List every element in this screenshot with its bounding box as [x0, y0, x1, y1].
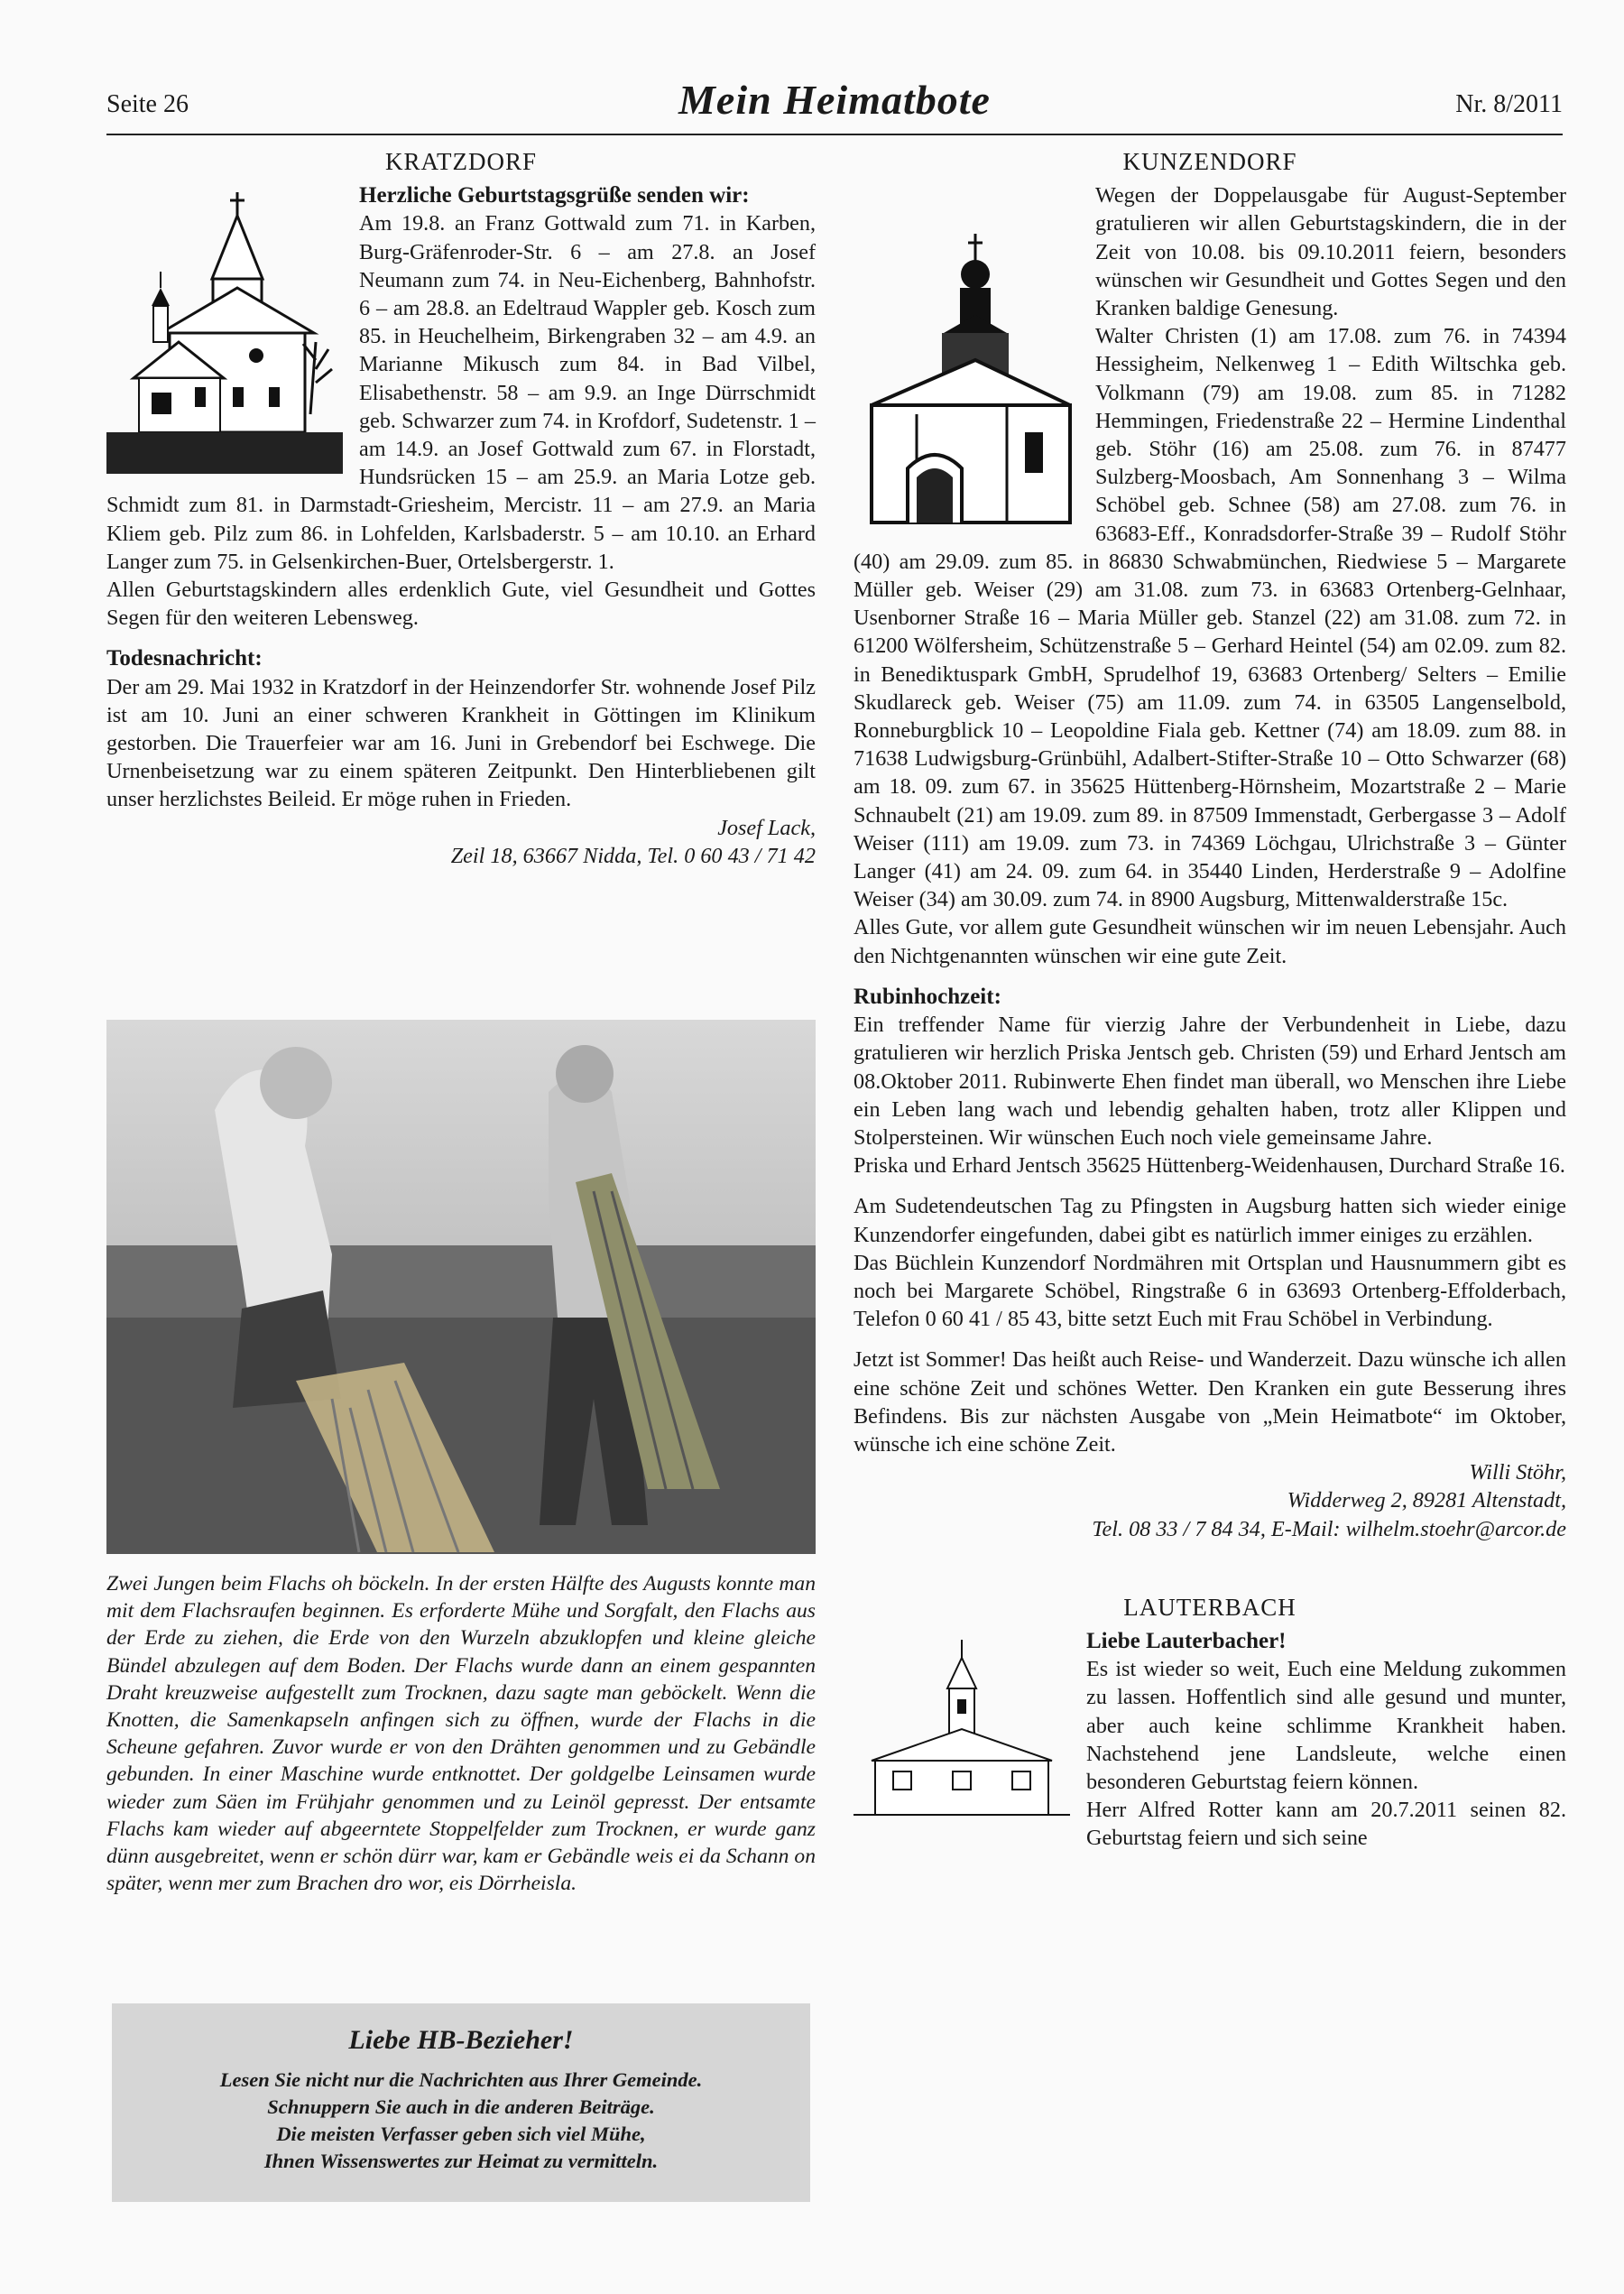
lauterbach-chapel-illustration [854, 1634, 1070, 1824]
ruby-wedding-text: Ein treffender Name für vierzig Jahre der Verbundenheit in Liebe, dazu gratulieren wir herzlich Priska Jentsch geb. Christen (59) und Erhard Jentsch am 08.Oktober 2011. Rubinwerte Ehen findet man überall, wo Menschen ihre Liebe ein Leben lang wach und lebendig gehalten haben, trotz aller Klippen und Stolpersteinen. Wir wünschen Euch noch viele gemeinsame Jahre. [854, 1013, 1566, 1150]
notice-line: Ihnen Wissenswertes zur Heimat zu vermitteln. [263, 2150, 659, 2172]
photo-caption-text: Zwei Jungen beim Flachs oh böckeln. In der ersten Hälfte des Augusts konnte man mit dem Flachsraufen beginnen. Es erforderte Mühe und Sorgfalt, den Flachs aus der Erde zu ziehen, die Erde von den Wurzeln abzuklopfen und kleine gleiche Bündel abzulegen auf dem Boden. Der Flachs wurde dann an einem gespannten Draht kreuzweise aufgestellt zum Trocknen, dazu sagte man geböckelt. Wenn die Knotten, die Samenkapseln anfingen sich zu öffnen, wurde der Flachs in die Scheune gefahren. Zuvor wurde er von den Drähten genommen und zu Gebändle gebunden. In einer Maschine wurde entknottet. Der goldgelbe Leinsamen wurde wieder zum Säen im Frühjahr genommen und zu Leinöl gepresst. Der entsamte Flachs kam wieder auf abgeerntete Stoppelfelder zum Trocknen, er wurde ganz dünn ausgebreitet, wenn er schön dürr war, kam er Gebändle weis ei da Schann on später, wenn mer zum Brachen dro wor, eis Dörrheisla. [106, 1572, 816, 1896]
page-number: Seite 26 [106, 90, 189, 118]
kunzendorf-title: KUNZENDORF [1122, 148, 1297, 175]
photo-caption [106, 1570, 816, 1897]
notice-line: Schnuppern Sie auch in die anderen Beiträge. [267, 2095, 655, 2118]
lauterbach-text-2: Herr Alfred Rotter kann am 20.7.2011 seinen 82. Geburtstag feiern und sich seine [1086, 1798, 1566, 1851]
kratzdorf-wishes: Allen Geburtstagskindern alles erdenklich Gute, viel Gesundheit und Gottes Segen für den weiteren Lebensweg. [106, 578, 816, 631]
notice-title: Liebe HB-Bezieher! [348, 2025, 574, 2055]
kunzendorf-signature-contact: Tel. 08 33 / 7 84 34, E-Mail: wilhelm.stoehr@arcor.de [1092, 1516, 1566, 1541]
kunzendorf-wishes: Alles Gute, vor allem gute Gesundheit wünschen wir im neuen Lebensjahr. Auch den Nichtgenannten wünschen wir eine gute Zeit. [854, 915, 1566, 968]
kratzdorf-chapel-illustration [106, 189, 343, 477]
kunzendorf-signature-address: Widderweg 2, 89281 Altenstadt, [1287, 1488, 1566, 1513]
lauterbach-title: LAUTERBACH [1123, 1593, 1296, 1621]
left-column [106, 148, 816, 870]
kunzendorf-church-illustration [854, 189, 1079, 532]
sudeten-day-text: Am Sudetendeutschen Tag zu Pfingsten in Augsburg hatten sich wieder einige Kunzendorfer eingefunden, dabei gibt es natürlich immer einiges zu erzählen. [854, 1194, 1566, 1247]
kratzdorf-birthdays: Am 19.8. an Franz Gottwald zum 71. in Karben, Burg-Gräfenroder-Str. 6 – am 27.8. an Josef Neumann zum 74. in Neu-Eichenberg, Bahnhofstr. 6 – am 28.8. an Edeltraud Wappler geb. Kosch zum 85. in Heuchelheim, Birkengraben 32 – am 4.9. an Marianne Mikusch zum 84. in Bad Vilbel, Elisabethenstr. 58 – am 9.9. an Inge Dürrschmidt geb. Schwarzer zum 74. in Krofdorf, Sudetenstr. 1 – am 14.9. an Josef Gottwald zum 67. in Florstadt, Hundsrücken 15 – am 25.9. an Maria Lotze geb. Schmidt zum 81. in Darmstadt-Griesheim, Mercistr. 11 – am 27.9. an Maria Kliem geb. Pilz zum 86. in Lohfelden, Karlsbaderstr. 5 – am 10.10. an Erhard Langer zum 75. in Gelsenkirchen-Buer, Ortelsbergerstr. 1. [106, 211, 816, 574]
kunzendorf-signature-name: Willi Stöhr, [1469, 1460, 1566, 1485]
kratzdorf-greeting-heading: Herzliche Geburtstagsgrüße senden wir: [359, 183, 750, 208]
subscriber-notice-box [112, 2003, 810, 2202]
notice-line: Lesen Sie nicht nur die Nachrichten aus Ihrer Gemeinde. [219, 2068, 703, 2091]
ruby-wedding-address: Priska und Erhard Jentsch 35625 Hüttenberg-Weidenhausen, Durchard Straße 16. [854, 1153, 1565, 1179]
kunzendorf-birthdays: Walter Christen (1) am 17.08. zum 76. in 74394 Hessigheim, Nelkenweg 1 – Edith Wiltschka geb. Volkmann (79) am 19.08. zum 85. in 71282 Hemmingen, Friedenstraße 22 – Hermine Lindenthal geb. Stöhr (16) am 25.08. zum 76. in 87477 Sulzberg-Moosbach, Am Sonnenhang 3 – Wilma Schöbel geb. Schnee (58) am 27.08. zum 76. in 63683-Eff., Konradsdorfer-Straße 39 – Rudolf Stöhr (40) am 29.09. zum 85. in 86830 Schwabmünchen, Riedwiese 5 – Margarete Müller geb. Weiser (29) am 31.08. zum 73. in 63683 Ortenberg-Gelnhaar, Usenborner Straße 16 – Maria Müller geb. Stanzel (22) am 31.08. zum 72. in 61200 Wölfersheim, Schützenstraße 5 – Gerhard Heintel (54) am 02.09. zum 82. in Benediktuspark GmbH, Sprudelhof 19, 63683 Ortenberg/ Selters – Emilie Skudlareck geb. Weiser (75) am 11.09. zum 74. in 63505 Langenselbold, Ronneburgblick 10 – Leopoldine Fiala geb. Kettner (74) am 18.09. zum 88. in 71638 Ludwigsburg-Grünbühl, Adalbert-Stifter-Straße 10 – Otto Schwarzer (68) am 18. 09. zum 67. in 35625 Hüttenberg-Hörnsheim, Mozartstraße 2 – Marie Schnaubelt (21) am 19.09. zum 89. in 87509 Immenstadt, Gerbergasse 3 – Adolf Weiser (111) am 19.09. zum 73. in 74369 Löchgau, Ulrichstraße 3 – Günter Langer (41) am 24. 09. zum 64. in 35440 Linden, Herderstraße 9 – Adolfine Weiser (34) am 30.09. zum 74. in 8900 Augsburg, Mittenwalderstraße 15c. [854, 324, 1566, 912]
issue-number: Nr. 8/2011 [1455, 90, 1563, 118]
booklet-text: Das Büchlein Kunzendorf Nordmähren mit Ortsplan und Hausnummern gibt es noch bei Margarete Schöbel, Ringstraße 6 in 63693 Ortenberg-Effolderbach, Telefon 0 60 41 / 85 43, bitte setzt Euch mit Frau Schöbel in Verbindung. [854, 1250, 1566, 1332]
obituary-text: Der am 29. Mai 1932 in Kratzdorf in der Heinzendorfer Str. wohnende Josef Pilz ist am 10. Juni an einer schweren Krankheit in Göttingen im Klinikum gestorben. Die Trauerfeier war am 16. Juni in Grebendorf bei Eschwege. Die Urnenbeisetzung war zu einem späteren Zeitpunkt. Den Hinterbliebenen gilt unser herzlichstes Beileid. Er möge ruhen in Frieden. [106, 674, 816, 812]
kratzdorf-signature-name: Josef Lack, [717, 815, 816, 840]
ruby-wedding-heading: Rubinhochzeit: [854, 984, 1001, 1009]
summer-text: Jetzt ist Sommer! Das heißt auch Reise- und Wanderzeit. Dazu wünsche ich allen eine schöne Zeit und schönes Wetter. Den Kranken ein gute Besserung ihres Befindens. Bis zur nächsten Ausgabe von „Mein Heimatbote“ im Oktober, wünsche ich eine schöne Zeit. [854, 1347, 1566, 1457]
kratzdorf-title: KRATZDORF [384, 148, 538, 175]
kunzendorf-intro: Wegen der Doppelausgabe für August-September gratulieren wir allen Geburtstagskindern, die in der Zeit von 10.08. bis 09.10.2011 feiern, besonders wünschen wir Gesundheit und Gottes Segen und den Kranken baldige Genesung. [1095, 183, 1566, 321]
lauterbach-greeting: Liebe Lauterbacher! [1086, 1628, 1287, 1653]
page-header [106, 79, 1563, 135]
obituary-heading: Todesnachricht: [106, 646, 263, 671]
right-column [854, 148, 1566, 1853]
lauterbach-text: Es ist wieder so weit, Euch eine Meldung zukommen zu lassen. Hoffentlich sind alle gesund und munter, aber auch keine schlimme Krankheit haben. Nachstehend jene Landsleute, welche einen besonderen Geburtstag feiern können. [1086, 1657, 1566, 1794]
masthead-title: Mein Heimatbote [678, 77, 991, 123]
flax-harvest-photo [106, 1020, 816, 1554]
notice-line: Die meisten Verfasser geben sich viel Mühe, [276, 2123, 646, 2145]
kratzdorf-signature-address: Zeil 18, 63667 Nidda, Tel. 0 60 43 / 71 42 [450, 843, 816, 868]
